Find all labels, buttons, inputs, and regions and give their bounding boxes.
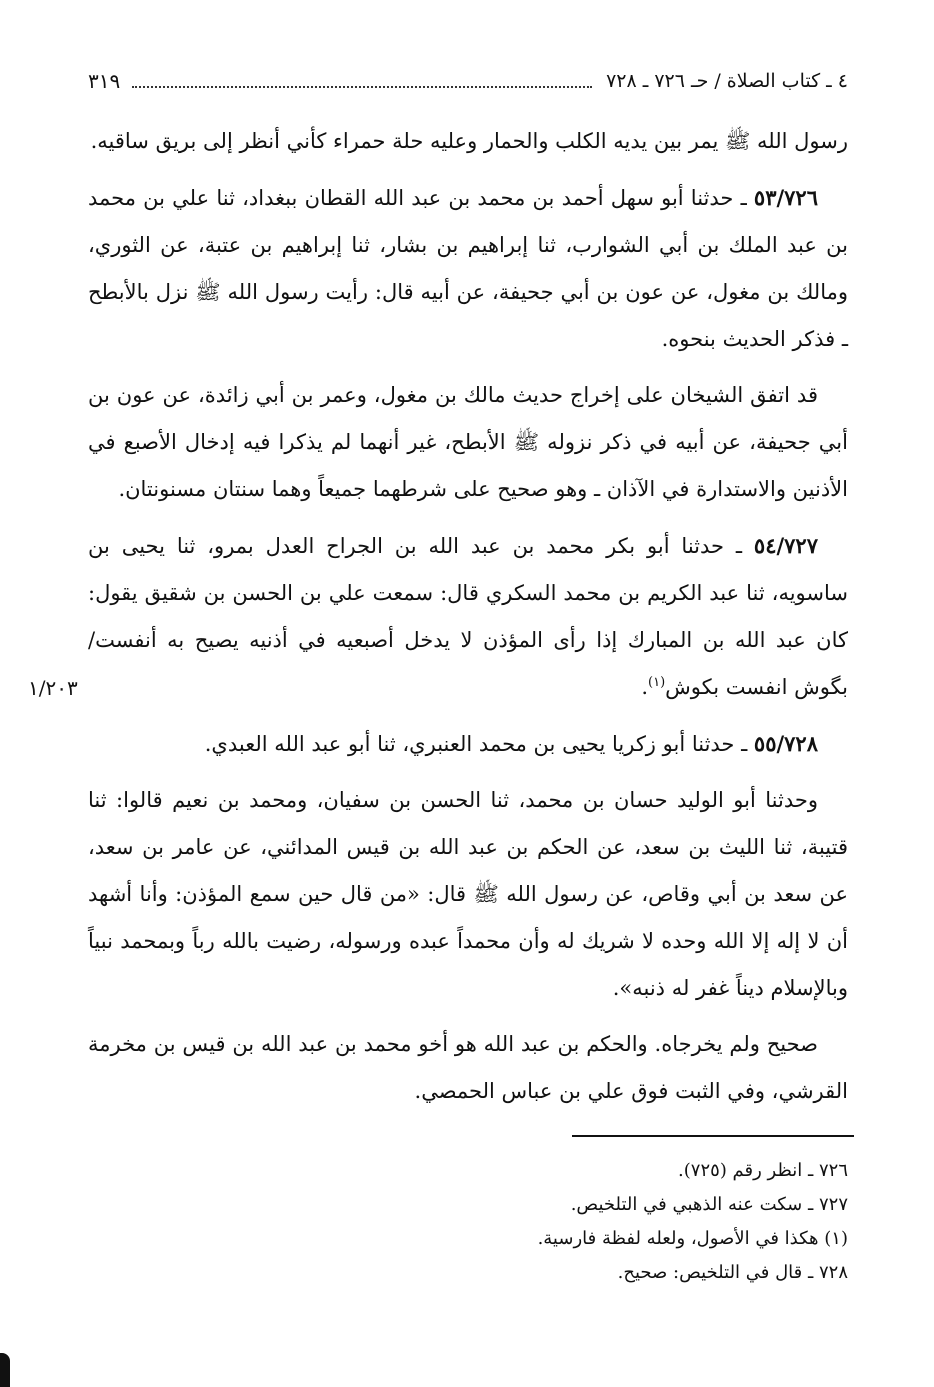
paragraph-text: وحدثنا أبو الوليد حسان بن محمد، ثنا الحسن بن سفيان، ومحمد بن نعيم قالوا: ثنا قتيبة، ثنا الليث بن سعد، عن الحكم بن عبد الله بن قيس المدائني، عن عامر بن سعد، عن سعد بن أبي وقاص، عن رسول الله ﷺ قال: «من قال حين سمع المؤذن: وأنا أشهد أن لا إله إلا الله وحده لا شريك له وأن محمداً عبده ورسوله، رضيت بالله رباً وبمحمد نبياً وبالإسلام ديناً غفر له ذنبه».: [88, 788, 848, 1000]
hadith-726: [88, 174, 848, 363]
footnote-726: ٧٢٦ ـ انظر رقم (٧٢٥).: [678, 1160, 848, 1181]
running-header: [88, 66, 848, 96]
footnote-728: ٧٢٨ ـ قال في التلخيص: صحيح.: [617, 1262, 848, 1283]
page-number: ٣١٩: [88, 69, 121, 93]
paragraph-text: صحيح ولم يخرجاه. والحكم بن عبد الله هو أخو محمد بن عبد الله بن قيس بن مخرمة القرشي، وفي الثبت فوق علي بن عباس الحمصي.: [88, 1032, 848, 1103]
paragraph-text: ـ حدثنا أبو بكر محمد بن عبد الله بن الجراح العدل بمرو، ثنا يحيى بن ساسويه، ثنا عبد الكريم بن محمد السكري قال: سمعت علي بن الحسن بن شقيق يقول: كان عبد الله بن المبارك إذا رأى المؤذن لا يدخل أصبعيه في أذنيه يصيح به أنفست/ بگوش انفست بكوش: [88, 534, 848, 699]
paragraph-text: ـ حدثنا أبو زكريا يحيى بن محمد العنبري، ثنا أبو عبد الله العبدي.: [204, 732, 754, 756]
scan-edge-mark: [0, 1353, 10, 1387]
paragraph-text: رسول الله ﷺ يمر بين يديه الكلب والحمار وعليه حلة حمراء كأني أنظر إلى بريق ساقيه.: [90, 129, 848, 153]
footnote-1: (١) هكذا في الأصول، ولعله لفظة فارسية.: [537, 1228, 848, 1249]
commentary-726: [88, 372, 848, 513]
paragraph-continuation: [88, 118, 848, 165]
header-dotted-leader: [132, 86, 592, 88]
hadith-number: ٥٣/٧٢٦: [753, 185, 818, 210]
paragraph-text: قد اتفق الشيخان على إخراج حديث مالك بن مغول، وعمر بن أبي زائدة، عن عون بن أبي جحيفة، عن أبيه في ذكر نزوله ﷺ الأبطح، غير أنهما لم يذكرا فيه إدخال الأصبع في الأذنين والاستدارة في الآذان ـ وهو صحيح على شرطهما جميعاً وهما سنتان مسنونتان.: [88, 383, 848, 501]
hadith-728: [88, 720, 848, 768]
header-title: ٤ ـ كتاب الصلاة / حـ ٧٢٦ ـ ٧٢٨: [606, 70, 848, 92]
margin-reference: ١/٢٠٣: [28, 676, 78, 700]
hadith-727: [88, 522, 848, 711]
hadith-number: ٥٤/٧٢٧: [753, 533, 818, 558]
paragraph-text: ـ حدثنا أبو سهل أحمد بن محمد بن عبد الله القطان ببغداد، ثنا علي بن محمد بن عبد الملك بن أبي الشوارب، ثنا إبراهيم بن بشار، ثنا إبراهيم بن عتبة، عن الثوري، ومالك بن مغول، عن عون بن أبي جحيفة، عن أبيه قال: رأيت رسول الله ﷺ نزل بالأبطح ـ فذكر الحديث بنحوه.: [88, 186, 848, 351]
hadith-728-chain: [88, 777, 848, 1012]
main-text: [88, 118, 848, 1124]
footnotes: [88, 1154, 848, 1290]
hadith-number: ٥٥/٧٢٨: [753, 731, 818, 756]
footnote-727: ٧٢٧ ـ سكت عنه الذهبي في التلخيص.: [570, 1194, 848, 1215]
commentary-728: [88, 1021, 848, 1115]
footnote-separator: [572, 1135, 854, 1137]
paragraph-end: .: [641, 675, 648, 699]
footnote-marker[interactable]: (١): [648, 675, 666, 690]
